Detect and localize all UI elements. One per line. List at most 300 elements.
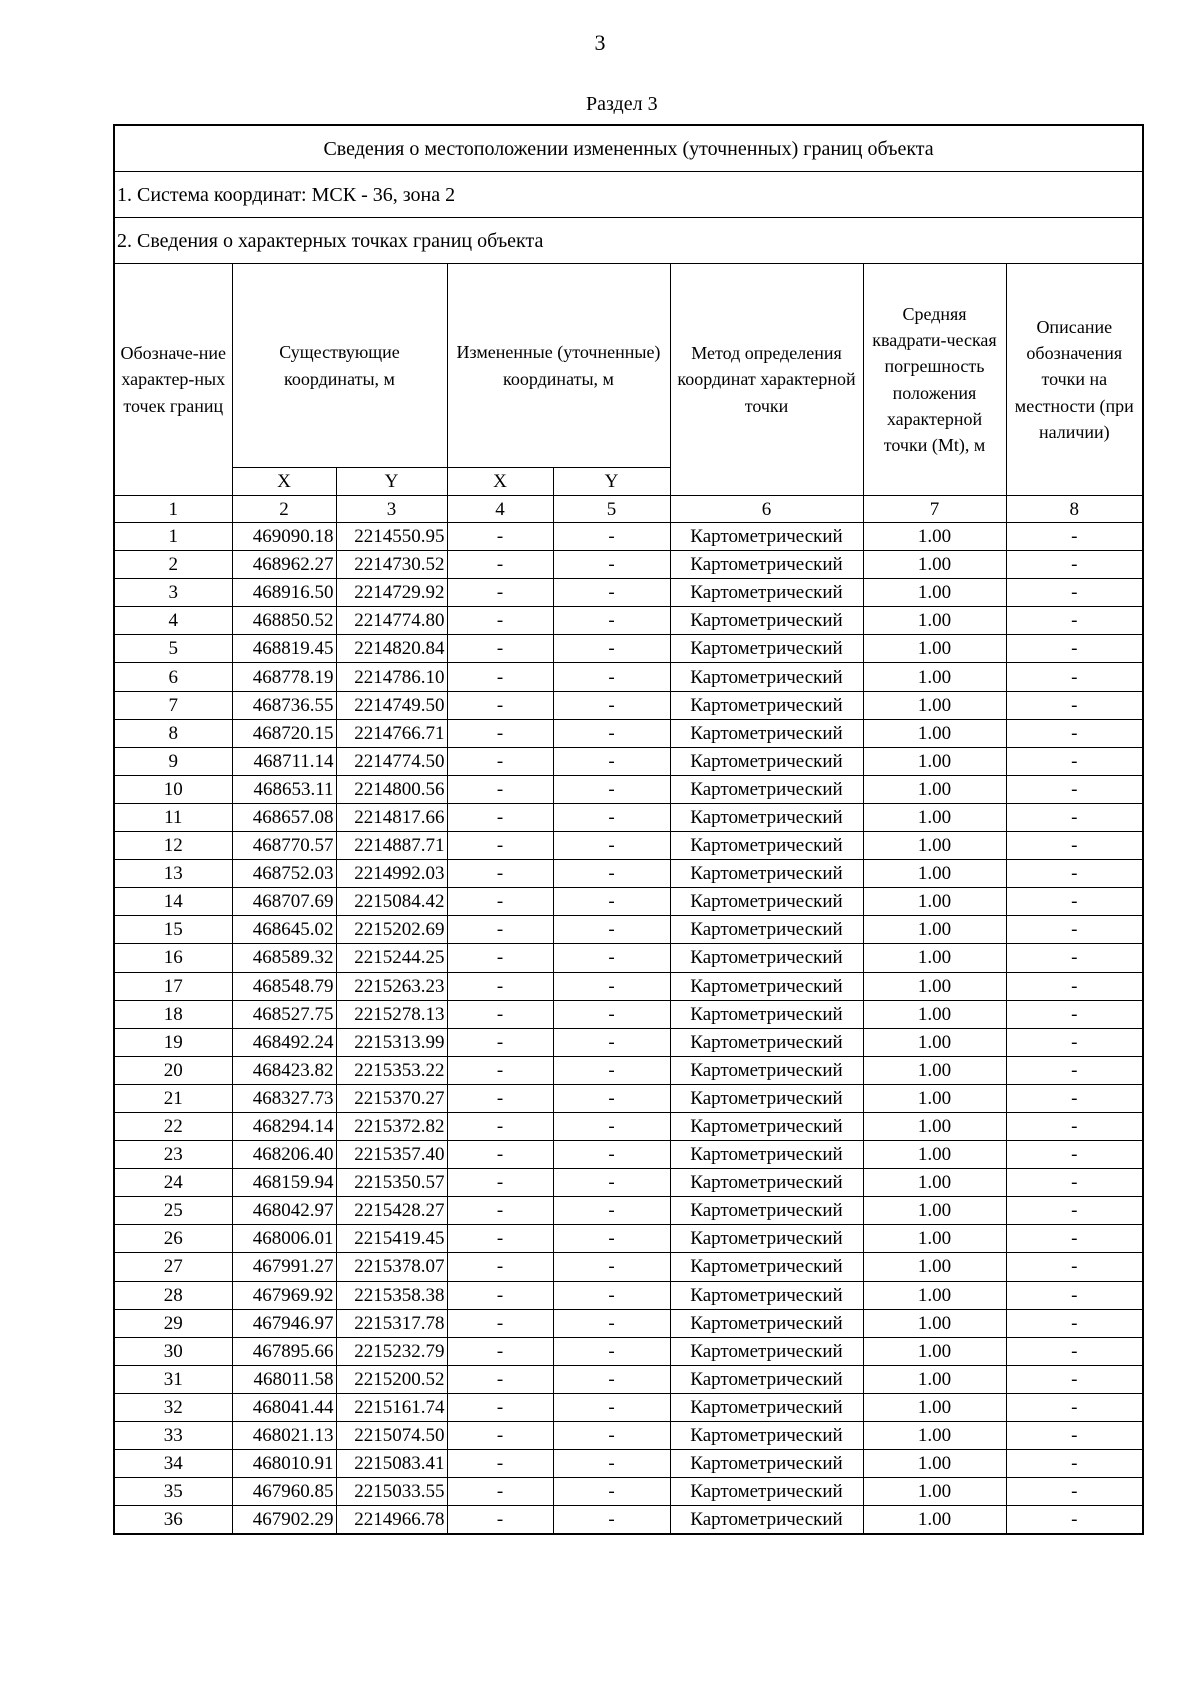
existing-x-cell: 468423.82: [232, 1056, 336, 1084]
method-cell: Картометрический: [670, 832, 863, 860]
point-number-cell: 22: [114, 1112, 232, 1140]
table-row: [114, 803, 1143, 831]
method-cell: Картометрический: [670, 1337, 863, 1365]
header-point-designation: Обозначе-ние характер-ных точек границ: [114, 264, 232, 496]
existing-x-cell: 468010.91: [232, 1450, 336, 1478]
existing-y-cell: 2214786.10: [336, 663, 447, 691]
mean-square-error-cell: 1.00: [863, 551, 1006, 579]
header-existing-x: X: [232, 468, 336, 496]
existing-x-cell: 468589.32: [232, 944, 336, 972]
point-description-cell: -: [1006, 1253, 1143, 1281]
header-changed-y: Y: [553, 468, 670, 496]
changed-y-cell: -: [553, 972, 670, 1000]
existing-x-cell: 468916.50: [232, 579, 336, 607]
point-number-cell: 30: [114, 1337, 232, 1365]
point-number-cell: 8: [114, 719, 232, 747]
changed-y-cell: -: [553, 1450, 670, 1478]
point-description-cell: -: [1006, 523, 1143, 551]
table-row: [114, 1000, 1143, 1028]
table-row: [114, 1309, 1143, 1337]
existing-y-cell: 2214992.03: [336, 860, 447, 888]
existing-x-cell: 468711.14: [232, 747, 336, 775]
existing-x-cell: 468962.27: [232, 551, 336, 579]
column-number: 2: [232, 496, 336, 523]
changed-x-cell: -: [447, 719, 553, 747]
method-cell: Картометрический: [670, 1056, 863, 1084]
column-number: 3: [336, 496, 447, 523]
existing-y-cell: 2214887.71: [336, 832, 447, 860]
point-number-cell: 32: [114, 1393, 232, 1421]
mean-square-error-cell: 1.00: [863, 1225, 1006, 1253]
changed-y-cell: -: [553, 1169, 670, 1197]
point-description-cell: -: [1006, 747, 1143, 775]
method-cell: Картометрический: [670, 1506, 863, 1535]
existing-x-cell: 468778.19: [232, 663, 336, 691]
table-row: [114, 1281, 1143, 1309]
point-number-cell: 13: [114, 860, 232, 888]
method-cell: Картометрический: [670, 1141, 863, 1169]
point-description-cell: -: [1006, 1337, 1143, 1365]
column-number: 5: [553, 496, 670, 523]
header-method: Метод определения координат характерной точки: [670, 264, 863, 496]
changed-x-cell: -: [447, 1309, 553, 1337]
changed-y-cell: -: [553, 1141, 670, 1169]
table-row: [114, 832, 1143, 860]
point-description-cell: -: [1006, 1197, 1143, 1225]
header-existing-y: Y: [336, 468, 447, 496]
existing-y-cell: 2214749.50: [336, 691, 447, 719]
mean-square-error-cell: 1.00: [863, 719, 1006, 747]
changed-y-cell: -: [553, 719, 670, 747]
changed-x-cell: -: [447, 1112, 553, 1140]
point-number-cell: 33: [114, 1422, 232, 1450]
mean-square-error-cell: 1.00: [863, 1112, 1006, 1140]
point-description-cell: -: [1006, 775, 1143, 803]
point-description-cell: -: [1006, 1393, 1143, 1421]
column-number: 1: [114, 496, 232, 523]
method-cell: Картометрический: [670, 579, 863, 607]
changed-y-cell: -: [553, 775, 670, 803]
table-row: [114, 1169, 1143, 1197]
point-number-cell: 16: [114, 944, 232, 972]
changed-x-cell: -: [447, 1253, 553, 1281]
existing-y-cell: 2215370.27: [336, 1084, 447, 1112]
changed-x-cell: -: [447, 1365, 553, 1393]
method-cell: Картометрический: [670, 635, 863, 663]
existing-y-cell: 2215244.25: [336, 944, 447, 972]
table-row: [114, 523, 1143, 551]
changed-x-cell: -: [447, 635, 553, 663]
existing-x-cell: 467895.66: [232, 1337, 336, 1365]
existing-x-cell: 468720.15: [232, 719, 336, 747]
changed-x-cell: -: [447, 775, 553, 803]
changed-y-cell: -: [553, 1225, 670, 1253]
point-description-cell: -: [1006, 860, 1143, 888]
table-row: [114, 1084, 1143, 1112]
coordinate-system: 1. Система координат: МСК - 36, зона 2: [114, 172, 1143, 218]
point-number-cell: 1: [114, 523, 232, 551]
mean-square-error-cell: 1.00: [863, 691, 1006, 719]
changed-x-cell: -: [447, 691, 553, 719]
changed-y-cell: -: [553, 1281, 670, 1309]
changed-y-cell: -: [553, 747, 670, 775]
point-description-cell: -: [1006, 1028, 1143, 1056]
point-description-cell: -: [1006, 888, 1143, 916]
existing-y-cell: 2215232.79: [336, 1337, 447, 1365]
method-cell: Картометрический: [670, 1253, 863, 1281]
mean-square-error-cell: 1.00: [863, 1084, 1006, 1112]
method-cell: Картометрический: [670, 1422, 863, 1450]
point-description-cell: -: [1006, 663, 1143, 691]
changed-x-cell: -: [447, 579, 553, 607]
table-row: [114, 1337, 1143, 1365]
method-cell: Картометрический: [670, 972, 863, 1000]
header-changed-coordinates: Измененные (уточненные) координаты, м: [447, 264, 670, 468]
method-cell: Картометрический: [670, 691, 863, 719]
mean-square-error-cell: 1.00: [863, 1309, 1006, 1337]
existing-y-cell: 2214730.52: [336, 551, 447, 579]
existing-x-cell: 468492.24: [232, 1028, 336, 1056]
point-description-cell: -: [1006, 1169, 1143, 1197]
changed-x-cell: -: [447, 1393, 553, 1421]
point-number-cell: 4: [114, 607, 232, 635]
changed-y-cell: -: [553, 1506, 670, 1535]
mean-square-error-cell: 1.00: [863, 1478, 1006, 1506]
mean-square-error-cell: 1.00: [863, 663, 1006, 691]
method-cell: Картометрический: [670, 1478, 863, 1506]
table-row: [114, 860, 1143, 888]
point-number-cell: 15: [114, 916, 232, 944]
mean-square-error-cell: 1.00: [863, 1506, 1006, 1535]
point-description-cell: -: [1006, 1225, 1143, 1253]
table-row: [114, 1450, 1143, 1478]
existing-y-cell: 2215313.99: [336, 1028, 447, 1056]
method-cell: Картометрический: [670, 1281, 863, 1309]
point-number-cell: 31: [114, 1365, 232, 1393]
changed-x-cell: -: [447, 747, 553, 775]
method-cell: Картометрический: [670, 1084, 863, 1112]
mean-square-error-cell: 1.00: [863, 635, 1006, 663]
existing-y-cell: 2214550.95: [336, 523, 447, 551]
mean-square-error-cell: 1.00: [863, 803, 1006, 831]
method-cell: Картометрический: [670, 803, 863, 831]
existing-x-cell: 469090.18: [232, 523, 336, 551]
mean-square-error-cell: 1.00: [863, 1281, 1006, 1309]
mean-square-error-cell: 1.00: [863, 607, 1006, 635]
existing-x-cell: 468653.11: [232, 775, 336, 803]
changed-x-cell: -: [447, 1422, 553, 1450]
point-number-cell: 7: [114, 691, 232, 719]
method-cell: Картометрический: [670, 1393, 863, 1421]
existing-y-cell: 2215278.13: [336, 1000, 447, 1028]
method-cell: Картометрический: [670, 916, 863, 944]
changed-x-cell: -: [447, 1169, 553, 1197]
header-changed-x: X: [447, 468, 553, 496]
changed-x-cell: -: [447, 1281, 553, 1309]
method-cell: Картометрический: [670, 1365, 863, 1393]
existing-x-cell: 468657.08: [232, 803, 336, 831]
changed-y-cell: -: [553, 803, 670, 831]
mean-square-error-cell: 1.00: [863, 1056, 1006, 1084]
point-description-cell: -: [1006, 1141, 1143, 1169]
changed-y-cell: -: [553, 1253, 670, 1281]
existing-y-cell: 2215074.50: [336, 1422, 447, 1450]
point-description-cell: -: [1006, 1112, 1143, 1140]
table-row: [114, 1365, 1143, 1393]
point-number-cell: 35: [114, 1478, 232, 1506]
point-number-cell: 11: [114, 803, 232, 831]
mean-square-error-cell: 1.00: [863, 944, 1006, 972]
point-description-cell: -: [1006, 691, 1143, 719]
existing-x-cell: 468707.69: [232, 888, 336, 916]
table-row: [114, 888, 1143, 916]
mean-square-error-cell: 1.00: [863, 1141, 1006, 1169]
table-row: [114, 1225, 1143, 1253]
existing-y-cell: 2214774.80: [336, 607, 447, 635]
existing-y-cell: 2214774.50: [336, 747, 447, 775]
point-description-cell: -: [1006, 803, 1143, 831]
point-number-cell: 24: [114, 1169, 232, 1197]
column-number: 7: [863, 496, 1006, 523]
method-cell: Картометрический: [670, 860, 863, 888]
changed-x-cell: -: [447, 972, 553, 1000]
table-row: [114, 1253, 1143, 1281]
existing-y-cell: 2214820.84: [336, 635, 447, 663]
changed-y-cell: -: [553, 523, 670, 551]
changed-x-cell: -: [447, 1450, 553, 1478]
point-number-cell: 29: [114, 1309, 232, 1337]
existing-x-cell: 468850.52: [232, 607, 336, 635]
existing-x-cell: 468752.03: [232, 860, 336, 888]
changed-y-cell: -: [553, 1365, 670, 1393]
changed-y-cell: -: [553, 579, 670, 607]
point-description-cell: -: [1006, 719, 1143, 747]
changed-y-cell: -: [553, 832, 670, 860]
mean-square-error-cell: 1.00: [863, 1450, 1006, 1478]
point-number-cell: 27: [114, 1253, 232, 1281]
existing-y-cell: 2215358.38: [336, 1281, 447, 1309]
existing-x-cell: 468770.57: [232, 832, 336, 860]
method-cell: Картометрический: [670, 1309, 863, 1337]
method-cell: Картометрический: [670, 944, 863, 972]
method-cell: Картометрический: [670, 775, 863, 803]
changed-y-cell: -: [553, 860, 670, 888]
point-number-cell: 5: [114, 635, 232, 663]
method-cell: Картометрический: [670, 1112, 863, 1140]
method-cell: Картометрический: [670, 1225, 863, 1253]
point-description-cell: -: [1006, 832, 1143, 860]
table-row: [114, 579, 1143, 607]
changed-x-cell: -: [447, 860, 553, 888]
point-number-cell: 9: [114, 747, 232, 775]
point-description-cell: -: [1006, 635, 1143, 663]
mean-square-error-cell: 1.00: [863, 1422, 1006, 1450]
table-row: [114, 635, 1143, 663]
point-number-cell: 23: [114, 1141, 232, 1169]
column-number: 6: [670, 496, 863, 523]
changed-y-cell: -: [553, 663, 670, 691]
existing-x-cell: 468206.40: [232, 1141, 336, 1169]
header-point-description: Описание обозначения точки на местности (при наличии): [1006, 264, 1143, 496]
changed-y-cell: -: [553, 551, 670, 579]
changed-y-cell: -: [553, 691, 670, 719]
mean-square-error-cell: 1.00: [863, 1393, 1006, 1421]
changed-x-cell: -: [447, 944, 553, 972]
point-number-cell: 2: [114, 551, 232, 579]
existing-y-cell: 2215084.42: [336, 888, 447, 916]
point-number-cell: 26: [114, 1225, 232, 1253]
changed-x-cell: -: [447, 551, 553, 579]
existing-x-cell: 468159.94: [232, 1169, 336, 1197]
existing-y-cell: 2215033.55: [336, 1478, 447, 1506]
table-row: [114, 1056, 1143, 1084]
method-cell: Картометрический: [670, 719, 863, 747]
point-number-cell: 17: [114, 972, 232, 1000]
changed-y-cell: -: [553, 1337, 670, 1365]
existing-y-cell: 2215263.23: [336, 972, 447, 1000]
header-mean-square-error: Средняя квадрати-ческая погрешность положения характерной точки (Mt), м: [863, 264, 1006, 496]
existing-y-cell: 2215428.27: [336, 1197, 447, 1225]
header-existing-coordinates: Существующие координаты, м: [232, 264, 447, 468]
point-description-cell: -: [1006, 1478, 1143, 1506]
column-number: 8: [1006, 496, 1143, 523]
point-number-cell: 34: [114, 1450, 232, 1478]
point-description-cell: -: [1006, 1450, 1143, 1478]
changed-y-cell: -: [553, 1309, 670, 1337]
changed-y-cell: -: [553, 607, 670, 635]
mean-square-error-cell: 1.00: [863, 972, 1006, 1000]
changed-y-cell: -: [553, 1084, 670, 1112]
existing-y-cell: 2214817.66: [336, 803, 447, 831]
existing-x-cell: 467902.29: [232, 1506, 336, 1535]
changed-y-cell: -: [553, 1478, 670, 1506]
changed-x-cell: -: [447, 1056, 553, 1084]
mean-square-error-cell: 1.00: [863, 1197, 1006, 1225]
existing-x-cell: 468645.02: [232, 916, 336, 944]
changed-y-cell: -: [553, 1422, 670, 1450]
existing-x-cell: 468042.97: [232, 1197, 336, 1225]
existing-y-cell: 2215372.82: [336, 1112, 447, 1140]
point-description-cell: -: [1006, 916, 1143, 944]
point-number-cell: 6: [114, 663, 232, 691]
existing-y-cell: 2214966.78: [336, 1506, 447, 1535]
method-cell: Картометрический: [670, 888, 863, 916]
boundary-points-table: [113, 124, 1144, 1535]
changed-y-cell: -: [553, 1028, 670, 1056]
point-description-cell: -: [1006, 972, 1143, 1000]
table-row: [114, 607, 1143, 635]
mean-square-error-cell: 1.00: [863, 916, 1006, 944]
existing-x-cell: 468819.45: [232, 635, 336, 663]
changed-y-cell: -: [553, 1393, 670, 1421]
changed-x-cell: -: [447, 663, 553, 691]
table-row: [114, 1478, 1143, 1506]
point-description-cell: -: [1006, 1365, 1143, 1393]
changed-y-cell: -: [553, 888, 670, 916]
existing-y-cell: 2215317.78: [336, 1309, 447, 1337]
point-number-cell: 28: [114, 1281, 232, 1309]
existing-x-cell: 468294.14: [232, 1112, 336, 1140]
point-description-cell: -: [1006, 1056, 1143, 1084]
table-row: [114, 916, 1143, 944]
changed-x-cell: -: [447, 1197, 553, 1225]
point-description-cell: -: [1006, 1506, 1143, 1535]
changed-y-cell: -: [553, 1112, 670, 1140]
changed-x-cell: -: [447, 1337, 553, 1365]
method-cell: Картометрический: [670, 663, 863, 691]
existing-x-cell: 468021.13: [232, 1422, 336, 1450]
method-cell: Картометрический: [670, 551, 863, 579]
table-row: [114, 663, 1143, 691]
point-description-cell: -: [1006, 607, 1143, 635]
existing-x-cell: 468011.58: [232, 1365, 336, 1393]
mean-square-error-cell: 1.00: [863, 1365, 1006, 1393]
method-cell: Картометрический: [670, 1000, 863, 1028]
changed-x-cell: -: [447, 1028, 553, 1056]
changed-y-cell: -: [553, 1056, 670, 1084]
mean-square-error-cell: 1.00: [863, 888, 1006, 916]
existing-x-cell: 467946.97: [232, 1309, 336, 1337]
changed-y-cell: -: [553, 1197, 670, 1225]
changed-x-cell: -: [447, 888, 553, 916]
point-number-cell: 36: [114, 1506, 232, 1535]
existing-y-cell: 2215350.57: [336, 1169, 447, 1197]
point-number-cell: 25: [114, 1197, 232, 1225]
existing-y-cell: 2215083.41: [336, 1450, 447, 1478]
changed-x-cell: -: [447, 1506, 553, 1535]
table-row: [114, 1422, 1143, 1450]
changed-x-cell: -: [447, 803, 553, 831]
point-number-cell: 20: [114, 1056, 232, 1084]
table-row: [114, 1197, 1143, 1225]
existing-x-cell: 467991.27: [232, 1253, 336, 1281]
existing-x-cell: 468548.79: [232, 972, 336, 1000]
point-number-cell: 3: [114, 579, 232, 607]
existing-y-cell: 2215353.22: [336, 1056, 447, 1084]
column-numbers-row: [114, 496, 1143, 523]
point-description-cell: -: [1006, 1422, 1143, 1450]
column-number: 4: [447, 496, 553, 523]
mean-square-error-cell: 1.00: [863, 832, 1006, 860]
table-row: [114, 747, 1143, 775]
section-title: Раздел 3: [586, 93, 658, 115]
existing-y-cell: 2215357.40: [336, 1141, 447, 1169]
mean-square-error-cell: 1.00: [863, 1253, 1006, 1281]
table-row: [114, 775, 1143, 803]
point-description-cell: -: [1006, 1000, 1143, 1028]
table-row: [114, 719, 1143, 747]
table-row: [114, 1141, 1143, 1169]
existing-x-cell: 467969.92: [232, 1281, 336, 1309]
point-description-cell: -: [1006, 1281, 1143, 1309]
changed-x-cell: -: [447, 832, 553, 860]
existing-y-cell: 2214729.92: [336, 579, 447, 607]
table-row: [114, 1028, 1143, 1056]
changed-x-cell: -: [447, 1084, 553, 1112]
table-row: [114, 1393, 1143, 1421]
existing-x-cell: 468527.75: [232, 1000, 336, 1028]
table-row: [114, 972, 1143, 1000]
method-cell: Картометрический: [670, 1197, 863, 1225]
changed-x-cell: -: [447, 607, 553, 635]
point-number-cell: 19: [114, 1028, 232, 1056]
point-number-cell: 10: [114, 775, 232, 803]
method-cell: Картометрический: [670, 1450, 863, 1478]
changed-x-cell: -: [447, 1000, 553, 1028]
changed-x-cell: -: [447, 1141, 553, 1169]
table-row: [114, 1112, 1143, 1140]
changed-y-cell: -: [553, 916, 670, 944]
